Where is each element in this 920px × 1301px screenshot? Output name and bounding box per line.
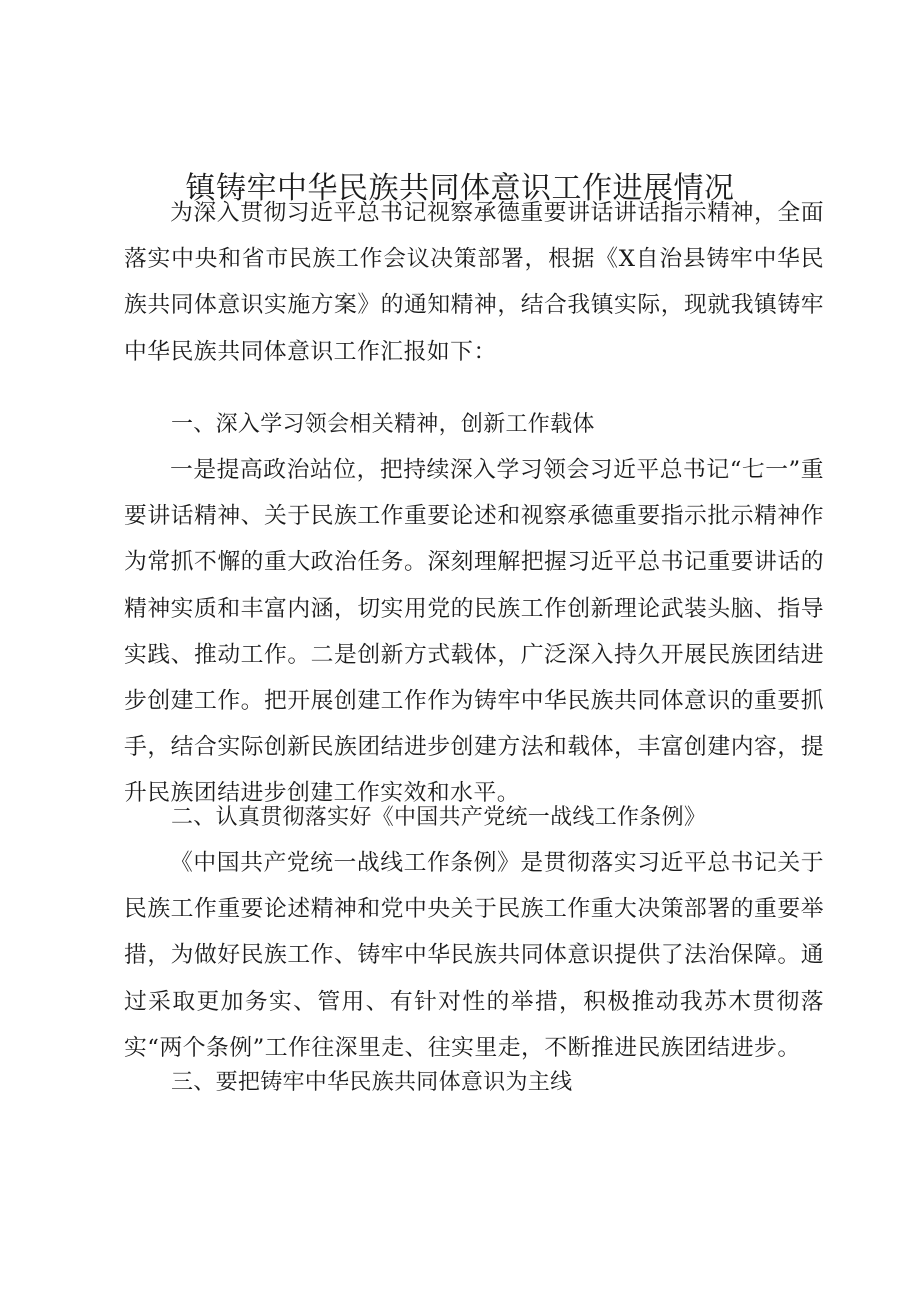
document-title: 镇铸牢中华民族共同体意识工作进展情况: [185, 171, 735, 206]
intro-paragraph: 为深入贯彻习近平总书记视察承德重要讲话讲话指示精神，全面落实中央和省市民族工作会议决策部署，根据《X自治县铸牢中华民族共同体意识实施方案》的通知精神，结合我镇实际，现就我镇铸牢中华民族共同体意识工作汇报如下：: [124, 200, 824, 365]
section-1-body: 一是提高政治站位，把持续深入学习领会习近平总书记“七一”重要讲话精神、关于民族工作重要论述和视察承德重要指示批示精神作为常抓不懈的重大政治任务。深刻理解把握习近平总书记重要讲话的精神实质和丰富内涵，切实用党的民族工作创新理论武装头脑、指导实践、推动工作。二是创新方式载体，广泛深入持久开展民族团结进步创建工作。把开展创建工作作为铸牢中华民族共同体意识的重要抓手，结合实际创新民族团结进步创建方法和载体，丰富创建内容，提升民族团结进步创建工作实效和水平。: [124, 457, 824, 807]
section-1-heading: 一、深入学习领会相关精神，创新工作载体: [171, 412, 595, 437]
section-3-heading: 三、要把铸牢中华民族共同体意识为主线: [171, 1070, 573, 1095]
section-2-body: 《中国共产党统一战线工作条例》是贯彻落实习近平总书记关于民族工作重要论述精神和党中央关于民族工作重大决策部署的重要举措，为做好民族工作、铸牢中华民族共同体意识提供了法治保障。通过采取更加务实、管用、有针对性的举措，积极推动我苏木贯彻落实“两个条例”工作往深里走、往实里走，不断推进民族团结进步。: [124, 850, 824, 1061]
section-2-heading: 二、认真贯彻落实好《中国共产党统一战线工作条例》: [171, 805, 707, 830]
